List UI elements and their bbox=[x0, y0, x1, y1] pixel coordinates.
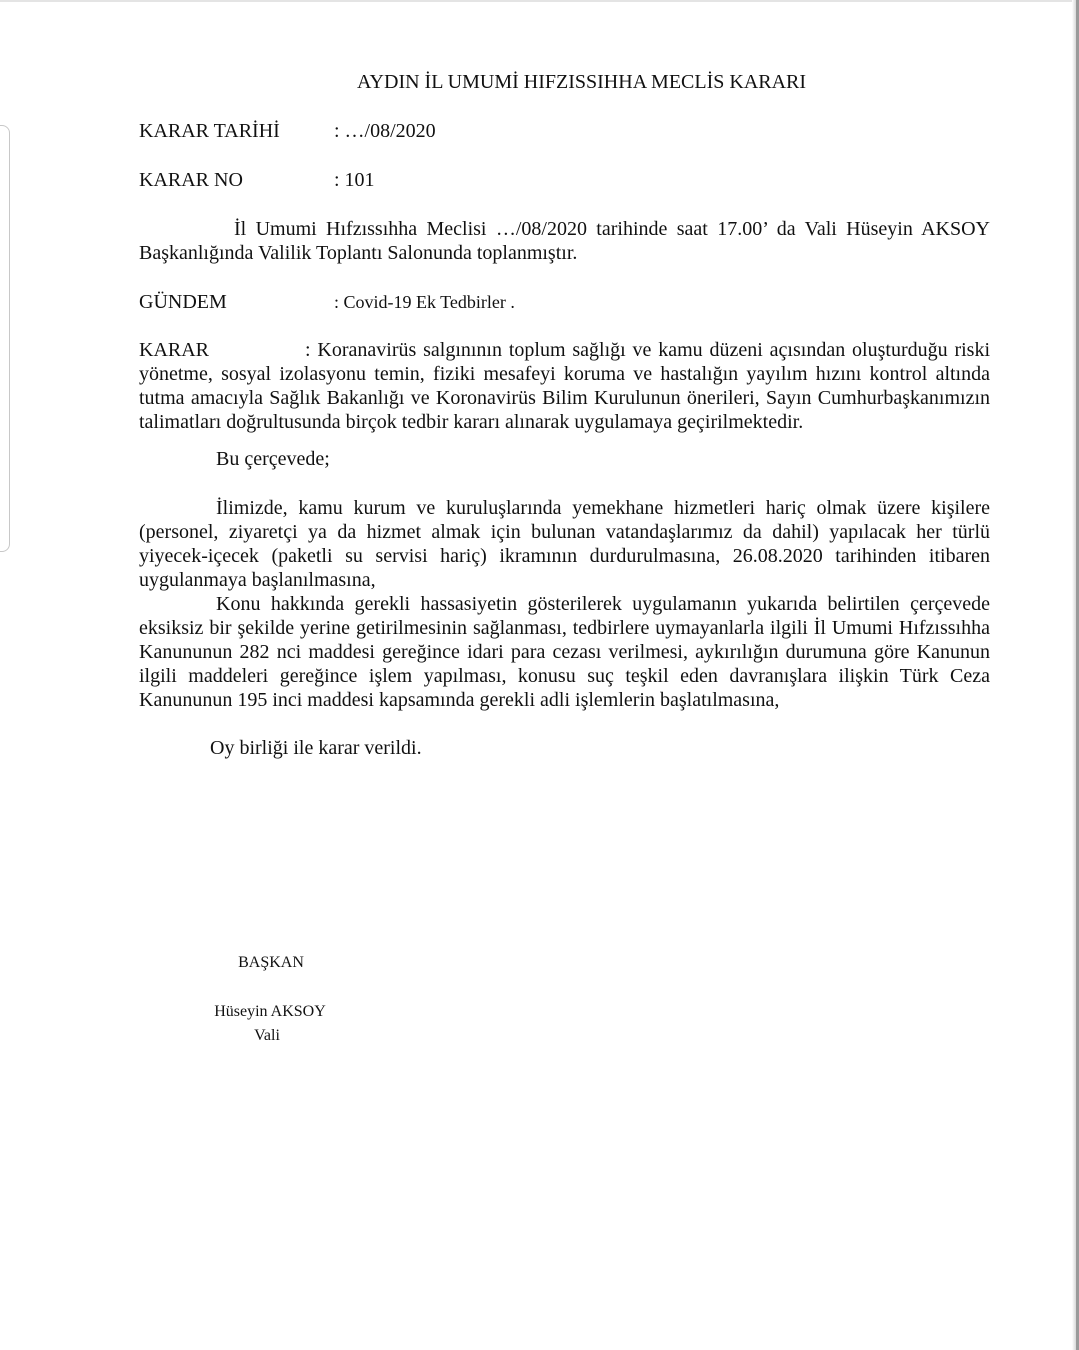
signature-title: Vali bbox=[254, 1027, 280, 1044]
intro-paragraph: İl Umumi Hıfzıssıhha Meclisi …/08/2020 tarihinde saat 17.00’ da Vali Hüseyin AKSOY Başkanlığında Valilik Toplantı Salonunda toplanmıştır. bbox=[139, 218, 990, 264]
gundem-value: : Covid-19 Ek Tedbirler . bbox=[334, 292, 515, 312]
bu-cercevede: Bu çerçevede; bbox=[216, 448, 330, 470]
karar-paragraph bbox=[139, 338, 990, 434]
karar-text: : Koranavirüs salgınının toplum sağlığı ve kamu düzeni açısından oluşturduğu riski yönetme, sosyal izolasyonu temin, fiziki mesafeyi koruma ve hastalığın yayılım hızını kontrol altında tutma amacıyla Sağlık Bakanlığı ve Koronavirüs Bilim Kurulunun önerileri, Sayın Cumhurbaşkanımızın talimatları doğrultusunda birçok tedbir kararı alınarak uygulamaya geçirilmektedir. bbox=[139, 339, 990, 433]
karar-tarihi-value: : …/08/2020 bbox=[334, 120, 436, 142]
karar-tarihi-row bbox=[139, 119, 990, 143]
karar-label: KARAR bbox=[139, 339, 210, 361]
madde-2-paragraph: Konu hakkında gerekli hassasiyetin gösterilerek uygulamanın yukarıda belirtilen çerçevede eksiksiz bir şekilde yerine getirilmesinin sağlanması, tedbirlere uymayanlarla ilgili İl Umumi Hıfzıssıhha Kanununun 282 nci maddesi gereğince idari para cezası verilmesi, aykırılığın durumuna göre Kanunun ilgili maddeleri gereğince işlem yapılması, konusu suç teşkil eden davranışlara ilişkin Türk Ceza Kanununun 195 inci maddesi kapsamında gerekli adli işlemlerin başlatılmasına, bbox=[139, 593, 990, 711]
page-top-edge bbox=[0, 0, 1079, 2]
closing-statement: Oy birliği ile karar verildi. bbox=[210, 737, 422, 759]
gundem-label: GÜNDEM bbox=[139, 291, 227, 313]
karar-tarihi-label: KARAR TARİHİ bbox=[139, 120, 280, 142]
signature-role: BAŞKAN bbox=[238, 954, 304, 971]
document-page bbox=[139, 70, 990, 760]
karar-no-value: : 101 bbox=[334, 169, 375, 191]
karar-no-label: KARAR NO bbox=[139, 169, 243, 191]
karar-no-row bbox=[139, 168, 990, 192]
madde-1-paragraph: İlimizde, kamu kurum ve kuruluşlarında yemekhane hizmetleri hariç olmak üzere kişilere (personel, ziyaretçi ya da hizmet almak için bulunan vatandaşlarımız da dahil) yapılacak her türlü yiyecek-içecek (paketli su servisi hariç) ikramının durdurulmasına, 26.08.2020 tarihinden itibaren uygulanmaya başlanılmasına, bbox=[139, 497, 990, 591]
signature-name: Hüseyin AKSOY bbox=[214, 1003, 326, 1020]
document-title: AYDIN İL UMUMİ HIFZISSIHHA MECLİS KARARI bbox=[356, 71, 807, 93]
scroll-handle[interactable] bbox=[0, 125, 10, 552]
gundem-row bbox=[139, 290, 990, 314]
